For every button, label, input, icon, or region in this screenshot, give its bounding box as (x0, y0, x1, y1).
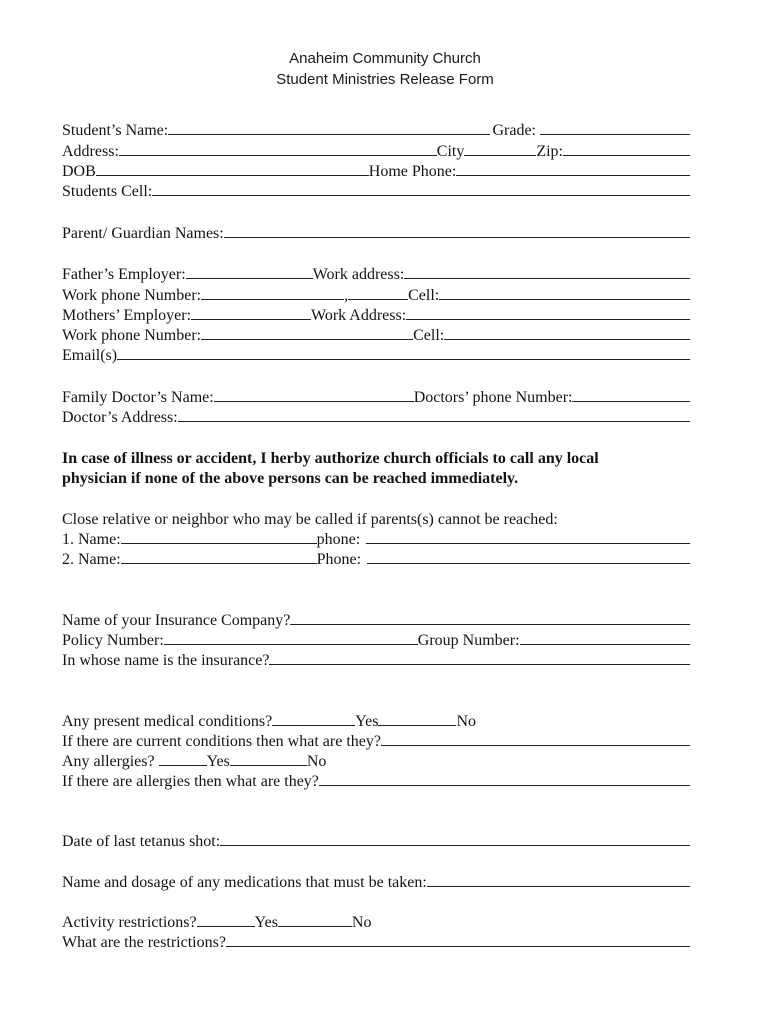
work-address-field[interactable] (404, 277, 690, 279)
restrictions-yes-label: Yes (254, 914, 278, 931)
restrictions-detail-field[interactable] (226, 945, 690, 947)
address-field[interactable] (119, 154, 437, 156)
emergency-phone-1-label: phone: (316, 531, 361, 548)
insurance-company-label: Name of your Insurance Company? (62, 612, 291, 629)
insurance-holder-field[interactable] (269, 663, 690, 665)
restrictions-detail-row (62, 933, 690, 953)
policy-number-field[interactable] (164, 643, 418, 645)
group-number-field[interactable] (520, 643, 690, 645)
guardian-field[interactable] (224, 236, 690, 238)
mother-employer-field[interactable] (191, 318, 311, 320)
students-cell-row (62, 182, 690, 202)
conditions-detail-field[interactable] (381, 744, 690, 746)
doctor-phone-field[interactable] (572, 400, 690, 402)
emergency-name-2-label: 2. Name: (62, 551, 121, 568)
tetanus-row (62, 832, 690, 852)
tetanus-field[interactable] (220, 844, 690, 846)
grade-label: Grade: (492, 122, 536, 139)
medications-field[interactable] (427, 885, 690, 887)
students-cell-field[interactable] (152, 194, 690, 196)
email-label: Email(s) (62, 347, 118, 364)
emergency-name-1-field[interactable] (121, 542, 317, 544)
doctor-phone-label: Doctors’ phone Number: (413, 389, 573, 406)
email-row (62, 346, 690, 366)
allergies-yes-field[interactable] (159, 764, 207, 766)
father-employer-field[interactable] (186, 277, 313, 279)
authorization-line-2: physician if none of the above persons can be reached immediately. (62, 470, 519, 487)
restrictions-detail-label: What are the restrictions? (62, 934, 226, 951)
medical-conditions-row (62, 712, 690, 732)
home-phone-field[interactable] (456, 174, 690, 176)
zip-label: Zip: (536, 143, 563, 160)
insurance-holder-row (62, 651, 690, 671)
student-name-label: Student’s Name: (62, 122, 169, 139)
tetanus-label: Date of last tetanus shot: (62, 833, 221, 850)
mother-employer-label: Mothers’ Employer: (62, 307, 192, 324)
emergency-contact-2-row (62, 550, 690, 570)
allergies-row (62, 752, 690, 772)
authorization-line-1: In case of illness or accident, I herby authorize church officials to call any local (62, 450, 599, 467)
work-phone-field-1a[interactable] (201, 298, 344, 300)
address-label: Address: (62, 143, 119, 160)
doctor-address-row (62, 408, 690, 428)
doctor-address-field[interactable] (178, 420, 690, 422)
mother-employer-row (62, 306, 690, 326)
cell-field-1[interactable] (439, 298, 690, 300)
father-employer-label: Father’s Employer: (62, 266, 186, 283)
medical-conditions-yes-field[interactable] (272, 724, 355, 726)
grade-field[interactable] (540, 133, 690, 135)
allergies-detail-row (62, 772, 690, 792)
insurance-company-row (62, 611, 690, 631)
emergency-name-1-label: 1. Name: (62, 531, 121, 548)
restrictions-no-field[interactable] (278, 925, 352, 927)
zip-field[interactable] (563, 154, 690, 156)
insurance-holder-label: In whose name is the insurance? (62, 652, 270, 669)
students-cell-label: Students Cell: (62, 183, 153, 200)
doctor-name-field[interactable] (214, 400, 414, 402)
dob-label: DOB (62, 163, 96, 180)
home-phone-label: Home Phone: (368, 163, 457, 180)
allergies-detail-field[interactable] (319, 784, 690, 786)
medications-label: Name and dosage of any medications that must be taken: (62, 874, 427, 891)
activity-restrictions-row (62, 913, 690, 933)
city-field[interactable] (464, 154, 536, 156)
work-phone-label-2: Work phone Number: (62, 327, 202, 344)
work-phone-row-1 (62, 286, 690, 306)
emergency-intro: Close relative or neighbor who may be called if parents(s) cannot be reached: (62, 511, 558, 528)
allergies-no-field[interactable] (230, 764, 307, 766)
guardian-row (62, 224, 690, 244)
policy-number-label: Policy Number: (62, 632, 164, 649)
cell-field-2[interactable] (444, 338, 690, 340)
allergies-detail-label: If there are allergies then what are they? (62, 773, 319, 790)
father-employer-row (62, 265, 690, 285)
medical-conditions-no-field[interactable] (378, 724, 456, 726)
work-phone-row-2 (62, 326, 690, 346)
doctor-name-label: Family Doctor’s Name: (62, 389, 214, 406)
work-address-label: Work address: (312, 266, 405, 283)
emergency-phone-2-label: Phone: (316, 551, 362, 568)
emergency-contact-1-row (62, 530, 690, 550)
activity-restrictions-label: Activity restrictions? (62, 914, 197, 931)
guardian-label: Parent/ Guardian Names: (62, 225, 224, 242)
dob-row (62, 162, 690, 182)
work-phone-field-1b[interactable] (348, 298, 408, 300)
group-number-label: Group Number: (417, 632, 520, 649)
restrictions-no-label: No (351, 914, 372, 931)
emergency-name-2-field[interactable] (121, 562, 317, 564)
medical-conditions-label: Any present medical conditions? (62, 713, 273, 730)
emergency-phone-2-field[interactable] (367, 562, 690, 564)
medical-conditions-yes-label: Yes (355, 713, 379, 730)
city-label: City (436, 143, 465, 160)
work-phone-label-1: Work phone Number: (62, 287, 202, 304)
student-name-row (62, 121, 690, 141)
work-address-field-2[interactable] (406, 318, 690, 320)
policy-row (62, 631, 690, 651)
cell-label-1: Cell: (408, 287, 440, 304)
conditions-detail-row (62, 732, 690, 752)
insurance-company-field[interactable] (290, 623, 690, 625)
email-field[interactable] (117, 358, 690, 360)
medications-row (62, 873, 690, 893)
address-row (62, 142, 690, 162)
church-name: Anaheim Community Church (289, 50, 481, 67)
medical-conditions-no-label: No (456, 713, 477, 730)
restrictions-yes-field[interactable] (197, 925, 255, 927)
cell-label-2: Cell: (413, 327, 445, 344)
doctor-row (62, 388, 690, 408)
allergies-no-label: No (306, 753, 327, 770)
work-phone-separator: , (344, 287, 349, 304)
allergies-yes-label: Yes (206, 753, 230, 770)
student-name-field[interactable] (168, 133, 490, 135)
emergency-phone-1-field[interactable] (366, 542, 690, 544)
allergies-label: Any allergies? (62, 753, 155, 770)
work-address-label-2: Work Address: (311, 307, 407, 324)
form-title: Student Ministries Release Form (276, 71, 494, 88)
work-phone-field-2[interactable] (201, 338, 413, 340)
doctor-address-label: Doctor’s Address: (62, 409, 178, 426)
conditions-detail-label: If there are current conditions then what are they? (62, 733, 381, 750)
dob-field[interactable] (96, 174, 369, 176)
